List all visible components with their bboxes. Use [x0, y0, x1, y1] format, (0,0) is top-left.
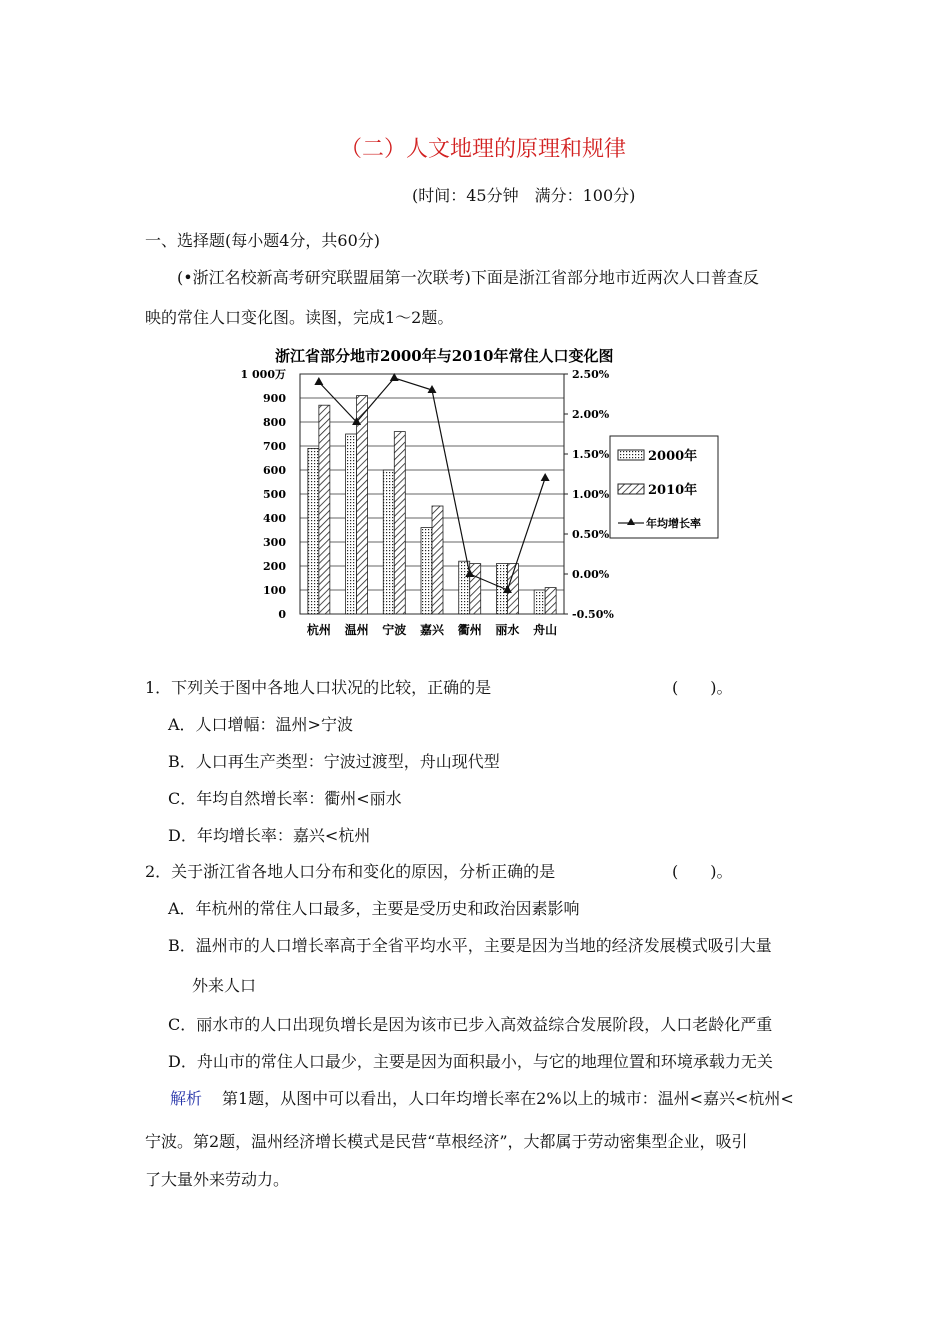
bar-2010-0 [319, 405, 330, 614]
q1-blank: ( )。 [672, 678, 733, 697]
y-left-tick-label: 1 000万 [240, 368, 286, 381]
bar-2000-4 [459, 561, 470, 614]
y-right-tick-label: 1.00% [572, 488, 610, 501]
y-left-tick-label: 600 [263, 464, 286, 477]
chart-title: 浙江省部分地市2000年与2010年常住人口变化图 [275, 347, 614, 365]
section-heading: 一、选择题(每小题4分，共60分) [145, 231, 381, 250]
x-tick-label: 丽水 [495, 623, 520, 637]
y-left-tick-label: 800 [263, 416, 286, 429]
q2-stem: 2．关于浙江省各地人口分布和变化的原因，分析正确的是 [145, 862, 556, 881]
y-right-tick-label: 0.50% [572, 528, 610, 541]
x-tick-label: 杭州 [306, 623, 331, 637]
x-tick-label: 舟山 [533, 623, 558, 637]
q2-option-c: C．丽水市的人口出现负增长是因为该市已步入高效益综合发展阶段，人口老龄化严重 [168, 1015, 773, 1034]
bar-2000-3 [421, 528, 432, 614]
y-left-tick-label: 500 [263, 488, 286, 501]
legend-label-2000: 2000年 [648, 449, 698, 464]
analysis-line-1: 第1题，从图中可以看出，人口年均增长率在2%以上的城市：温州<嘉兴<杭州< [222, 1089, 794, 1108]
q2-option-b: B．温州市的人口增长率高于全省平均水平，主要是因为当地的经济发展模式吸引大量 [168, 936, 772, 955]
analysis-line-2: 宁波。第2题，温州经济增长模式是民营“草根经济”，大都属于劳动密集型企业，吸引 [145, 1132, 748, 1151]
q1-option-c: C．年均自然增长率：衢州<丽水 [168, 789, 402, 808]
y-left-tick-label: 300 [263, 536, 286, 549]
x-tick-label: 嘉兴 [419, 623, 445, 637]
x-tick-label: 宁波 [382, 623, 407, 637]
y-right-tick-label: 2.00% [572, 408, 610, 421]
bar-2000-0 [308, 448, 319, 614]
q2-option-a: A．年杭州的常住人口最多，主要是受历史和政治因素影响 [168, 899, 580, 918]
q1-stem: 1．下列关于图中各地人口状况的比较，正确的是 [145, 678, 492, 697]
bar-2000-2 [383, 470, 394, 614]
x-tick-label: 温州 [344, 623, 369, 637]
y-left-tick-label: 400 [263, 512, 286, 525]
q2-option-d: D．舟山市的常住人口最少，主要是因为面积最小，与它的地理位置和环境承载力无关 [168, 1052, 773, 1071]
bar-2010-1 [357, 396, 368, 614]
y-left-tick-label: 900 [263, 392, 286, 405]
bar-2010-2 [394, 432, 405, 614]
intro-line-1: (•浙江名校新高考研究联盟届第一次联考)下面是浙江省部分地市近两次人口普查反 [177, 268, 759, 287]
y-left-tick-label: 0 [278, 608, 286, 621]
y-right-tick-label: -0.50% [572, 608, 614, 621]
q2-blank: ( )。 [672, 862, 733, 881]
analysis-line-3: 了大量外来劳动力。 [145, 1170, 290, 1189]
q1-option-d: D．年均增长率：嘉兴<杭州 [168, 826, 371, 845]
bar-2000-6 [534, 590, 545, 614]
bar-2010-6 [545, 588, 556, 614]
y-left-tick-label: 100 [263, 584, 286, 597]
growth-rate-point-0 [314, 377, 323, 385]
y-left-tick-label: 700 [263, 440, 286, 453]
legend-swatch-2010 [618, 484, 644, 494]
x-tick-label: 衢州 [457, 623, 482, 637]
legend-swatch-2000 [618, 450, 644, 460]
intro-line-2: 映的常住人口变化图。读图，完成1～2题。 [145, 308, 454, 327]
y-right-tick-label: 0.00% [572, 568, 610, 581]
legend-label-2010: 2010年 [648, 483, 698, 498]
q2-option-b-cont: 外来人口 [192, 976, 257, 995]
q1-option-a: A．人口增幅：温州>宁波 [168, 715, 353, 734]
bar-2010-3 [432, 506, 443, 614]
time-info: (时间：45分钟 满分：100分) [412, 186, 636, 205]
analysis-label: 解析 [170, 1089, 203, 1108]
q1-option-b: B．人口再生产类型：宁波过渡型，舟山现代型 [168, 752, 500, 771]
bar-2010-4 [470, 564, 481, 614]
population-chart [240, 342, 730, 642]
growth-rate-point-6 [541, 473, 550, 481]
legend-label-rate: 年均增长率 [646, 517, 701, 530]
bar-2000-1 [346, 434, 357, 614]
y-left-tick-label: 200 [263, 560, 286, 573]
page-title: （二）人文地理的原理和规律 [340, 137, 627, 162]
y-right-tick-label: 2.50% [572, 368, 610, 381]
y-right-tick-label: 1.50% [572, 448, 610, 461]
